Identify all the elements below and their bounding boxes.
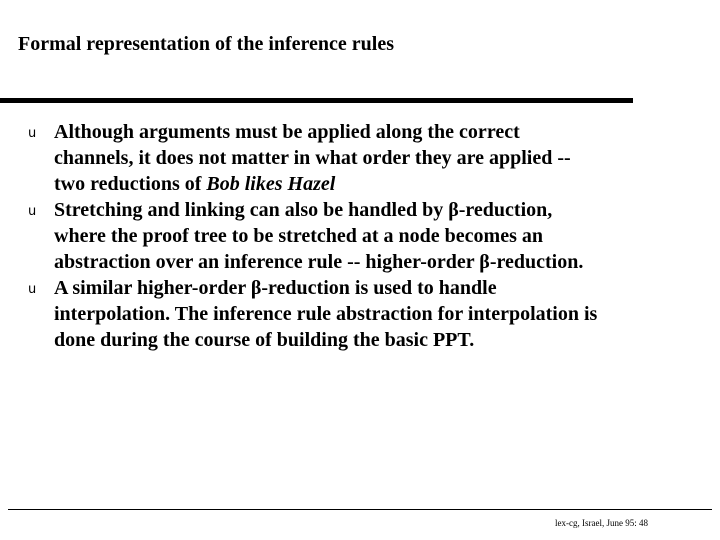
title-divider (0, 98, 633, 103)
bullet-item (28, 275, 598, 353)
bullet-text: Stretching and linking can also be handled by β-reduction, where the proof tree to be stretched at a node becomes an abstraction over an inference rule -- higher-order β-reduction. (54, 199, 584, 273)
bullet-text-emphasis: Bob likes Hazel (206, 173, 336, 195)
bullet-item (28, 119, 598, 197)
footer-divider (8, 509, 712, 510)
bullet-marker-icon: u (28, 282, 37, 297)
bullet-marker-icon: u (28, 126, 37, 141)
bullet-text: A similar higher-order β-reduction is used to handle interpolation. The inference rule abstraction for interpolation is done during the course of building the basic PPT. (54, 277, 598, 351)
slide-title: Formal representation of the inference rules (18, 33, 395, 55)
bullet-marker-icon: u (28, 204, 37, 219)
bullet-text-before: Although arguments must be applied along the correct channels, it does not matter in what order they are applied -- two reductions of (54, 121, 571, 195)
footer-label: lex-cg, Israel, June 95: 48 (555, 518, 648, 528)
bullet-item (28, 197, 598, 275)
bullet-text (54, 121, 571, 195)
bullet-list (28, 119, 598, 353)
